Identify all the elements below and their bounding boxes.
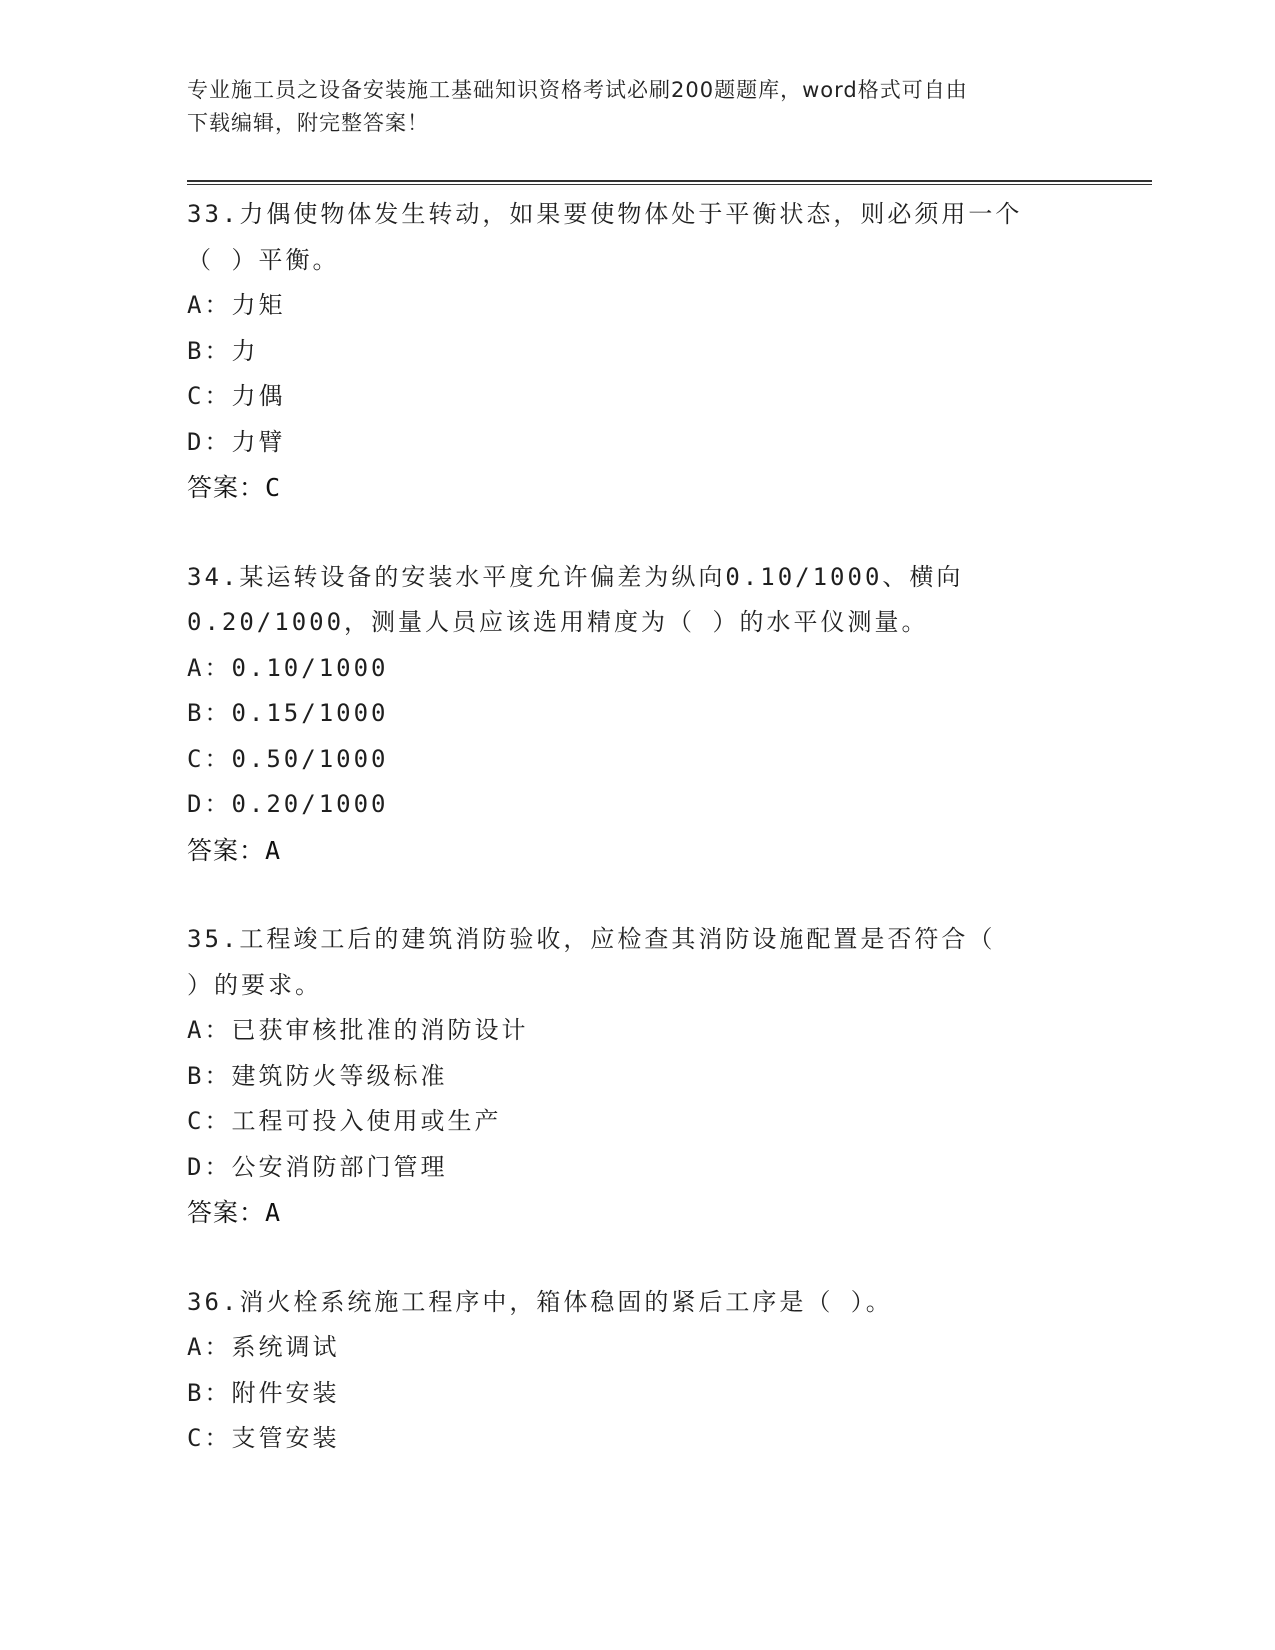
answer-label: 答案： [187, 1198, 266, 1227]
header-line-2: 下载编辑，附完整答案！ [187, 111, 429, 135]
document-header [187, 74, 1087, 140]
option-a: A：系统调试 [187, 1333, 340, 1361]
header-divider-thick [187, 180, 1152, 182]
question-stem-line: ）的要求。 [187, 970, 322, 999]
option-c: C：工程可投入使用或生产 [187, 1107, 502, 1135]
question-stem-line: 34.某运转设备的安装水平度允许偏差为纵向0.10/1000、横向 [187, 562, 964, 591]
question-stem-line: 33.力偶使物体发生转动，如果要使物体处于平衡状态，则必须用一个 [187, 200, 1023, 228]
option-d: D：公安消防部门管理 [187, 1152, 448, 1181]
option-c: C：支管安装 [187, 1424, 340, 1452]
question-stem-line: 35.工程竣工后的建筑消防验收，应检查其消防设施配置是否符合（ [187, 925, 996, 953]
header-divider-thin [187, 184, 1152, 185]
answer-value: C [265, 473, 282, 502]
question-34 [187, 555, 1087, 874]
question-stem-line: 0.20/1000，测量人员应该选用精度为（ ）的水平仪测量。 [187, 608, 929, 636]
answer-label: 答案： [187, 473, 266, 502]
option-a: A：0.10/1000 [187, 653, 389, 682]
option-a: A：力矩 [187, 291, 286, 319]
option-b: B：建筑防火等级标准 [187, 1061, 448, 1090]
option-b: B：附件安装 [187, 1378, 340, 1407]
option-c: C：0.50/1000 [187, 744, 389, 773]
answer-label: 答案： [187, 835, 266, 865]
option-a: A：已获审核批准的消防设计 [187, 1016, 529, 1044]
answer-value: A [265, 1198, 282, 1227]
answer-value: A [265, 835, 282, 865]
option-d: D：0.20/1000 [187, 790, 389, 818]
option-c: C：力偶 [187, 382, 286, 410]
question-stem-line: （ ）平衡。 [187, 245, 340, 274]
answer-line [187, 465, 1087, 511]
question-35 [187, 917, 1087, 1236]
answer-line [187, 1190, 1087, 1236]
question-list [187, 192, 1087, 1506]
answer-line [187, 828, 1087, 874]
question-33 [187, 192, 1087, 511]
option-d: D：力臂 [187, 427, 286, 456]
question-stem-line: 36.消火栓系统施工程序中，箱体稳固的紧后工序是（ ）。 [187, 1287, 893, 1316]
header-line-1: 专业施工员之设备安装施工基础知识资格考试必刷200题题库，word格式可自由 [187, 78, 968, 102]
option-b: B：0.15/1000 [187, 699, 389, 727]
option-b: B：力 [187, 336, 259, 365]
question-36 [187, 1280, 1087, 1462]
